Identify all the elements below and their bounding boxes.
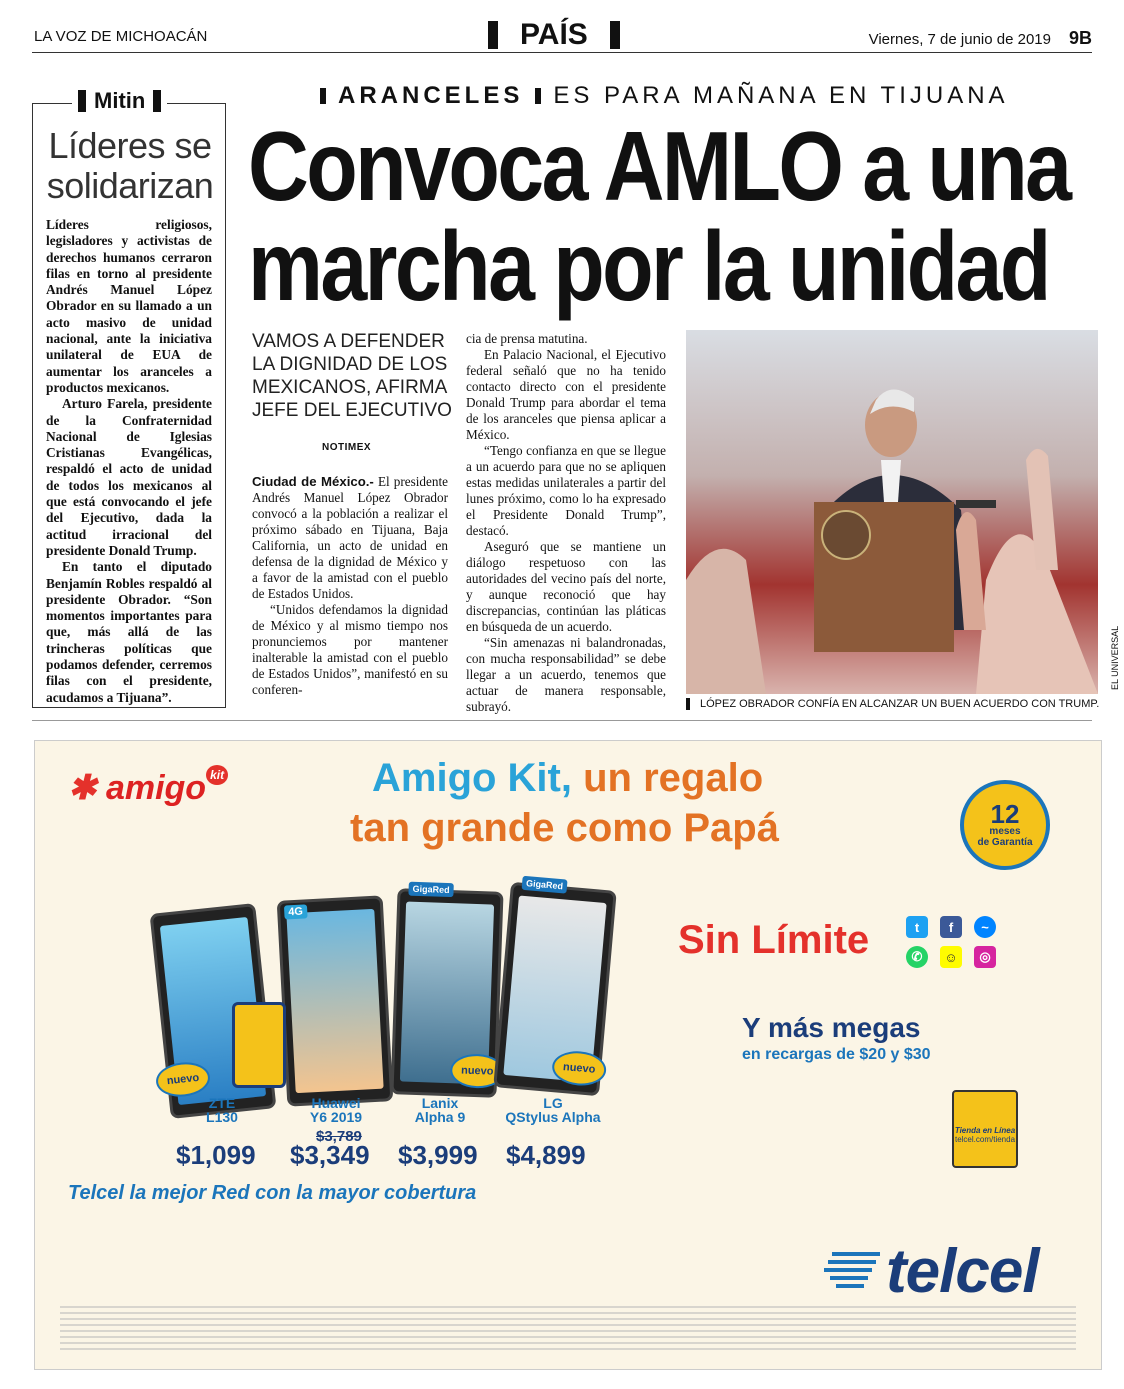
ad-title-line2: tan grande como Papá — [350, 806, 779, 850]
caption-bar — [686, 698, 690, 710]
article-photo — [686, 330, 1098, 694]
sidebar-body — [46, 217, 212, 706]
twitter-icon: t — [906, 916, 928, 938]
phone-lanix — [390, 883, 503, 1098]
headline-line: Convoca AMLO a una — [248, 111, 1070, 221]
section-title: PAÍS — [520, 18, 588, 51]
amigo-figure-icon: ✱ — [68, 769, 97, 807]
guarantee-seal — [960, 780, 1050, 870]
dateline: Ciudad de México.- — [252, 474, 374, 489]
phone-screen — [286, 909, 383, 1093]
phone-brand: ZTE — [208, 1095, 236, 1111]
caption-text: LÓPEZ OBRADOR CONFÍA EN ALCANZAR UN BUEN ACUERDO CON TRUMP. — [700, 698, 1100, 710]
newspaper-name: LA VOZ DE MICHOACÁN — [34, 28, 208, 45]
whatsapp-icon: ✆ — [906, 946, 928, 968]
instagram-icon: ◎ — [974, 946, 996, 968]
article-paragraph: “Tengo confianza en que se llegue a un acuerdo para que no se apliquen estas medidas unilaterales a partir del lunes próximo, como lo ha expresado el Presidente Donald Trump”, destacó. — [466, 443, 666, 538]
phone-huawei — [277, 895, 394, 1106]
ad-title-line1 — [372, 756, 763, 801]
telcel-logo-mark — [822, 1246, 886, 1296]
article-paragraph: “Sin amenazas ni balandronadas, con mucha responsabilidad” se debe llegar a un acuerdo, tenemos que actuar de manera responsable, subrayó. — [466, 635, 666, 714]
sin-limite-label: Sin Límite — [678, 918, 870, 962]
header-rule — [32, 52, 1092, 53]
amigo-logo-text: amigo — [105, 769, 207, 807]
article-paragraph: “Unidos defendamos la dignidad de México y al mismo tiempo nos pronunciemos por mantener inalterable la amistad con el pueblo de Estados Unidos”, manifestó en su conferen- — [252, 602, 448, 697]
phone-model-label — [296, 1096, 376, 1124]
phone-model-label — [498, 1096, 608, 1124]
mascot-phone — [232, 1002, 286, 1088]
kicker-bar — [320, 88, 326, 104]
section-header — [488, 18, 620, 52]
page-number: 9B — [1068, 28, 1092, 48]
phone-model-label — [192, 1096, 252, 1124]
article-column-1 — [252, 474, 448, 698]
tag-bar-right — [153, 90, 161, 112]
guarantee-number: 12 — [990, 799, 1020, 829]
phone-price: $3,999 — [398, 1140, 478, 1170]
facebook-icon: f — [940, 916, 962, 938]
phone-price: $1,099 — [176, 1140, 256, 1170]
podium-scene — [686, 330, 1098, 694]
sidebar-paragraph: Arturo Farela, presidente de la Confraternidad Nacional de Iglesias Cristianas Evangélicas, respaldó el acto de unidad de todos los mexicanos al que está convocando el jefe del Ejecutivo, dada la actitud irracional del presidente Donald Trump. — [46, 396, 212, 558]
ad-tagline: Telcel la mejor Red con la mayor cobertura — [68, 1182, 477, 1204]
article-paragraph: cia de prensa matutina. — [466, 331, 588, 346]
article-kicker — [320, 82, 1009, 110]
phone-model: Y6 2019 — [309, 1109, 363, 1125]
article-paragraph: Aseguró que se mantiene un diálogo respetuoso con las autoridades del vecino país del norte, y aunque reconoció que hay discrepancias, continúan las pláticas en búsqueda de un acuerdo. — [466, 539, 666, 634]
kicker-text: ES PARA MAÑANA EN TIJUANA — [553, 82, 1009, 109]
article-paragraph: En Palacio Nacional, el Ejecutivo federal señaló que no ha tenido contacto directo con el presidente Donald Trump para abordar el tema de los aranceles que piensa aplicar a México. — [466, 347, 666, 442]
telcel-logo: telcel — [886, 1237, 1039, 1306]
section-bar-left — [488, 21, 498, 49]
issue-date: Viernes, 7 de junio de 2019 — [868, 31, 1051, 48]
social-icons — [906, 916, 996, 968]
section-bar-right — [610, 21, 620, 49]
amigo-kit-badge: kit — [206, 765, 228, 785]
article-deck: VAMOS A DEFENDER LA DIGNIDAD DE LOS MEXICANOS, AFIRMA JEFE DEL EJECUTIVO — [252, 331, 452, 421]
sidebar-tag-label: Mitin — [94, 88, 146, 113]
sidebar-tag — [72, 88, 167, 114]
sidebar-paragraph: Líderes religiosos, legisladores y activistas de derechos humanos cerraron filas en torno al presidente Andrés Manuel López Obrador en su llamado a un acto masivo de unidad nacional, ante la iniciativa unilateral de EUA de aumentar los aranceles a productos mexicanos. — [46, 217, 212, 395]
article-paragraph — [252, 474, 448, 602]
phone-model: QStylus Alpha — [505, 1109, 601, 1125]
gigared-label: GigaRed — [408, 882, 453, 898]
snapchat-icon: ☺ — [940, 946, 962, 968]
fine-print — [60, 1306, 1076, 1354]
guarantee-text: de Garantía — [977, 837, 1033, 848]
phone-brand: Huawei — [311, 1095, 361, 1111]
old-price: $3,789 — [316, 1128, 362, 1145]
store-label: Tienda en Línea — [954, 1126, 1016, 1135]
phone-model: Alpha 9 — [414, 1109, 466, 1125]
online-store-bag — [952, 1090, 1018, 1168]
network-4g-label: 4G — [284, 904, 307, 919]
kicker-bar — [535, 88, 541, 104]
phone-price: $3,349 — [290, 1140, 370, 1170]
sidebar-paragraph: En tanto el diputado Benjamín Robles respaldó al presidente Obrador. “Son momentos importantes para que, más allá de las trincheras políticas que podamos defender, cerremos filas con el presidente, acudamos a Tijuana”. — [46, 559, 212, 705]
mas-megas-label: Y más megas — [742, 1012, 921, 1043]
headline — [248, 111, 1070, 321]
article-column-2 — [466, 331, 666, 715]
header-meta — [869, 28, 1092, 49]
ad-title-orange: un regalo — [583, 756, 764, 800]
sidebar-title: Líderes se solidarizan — [46, 125, 214, 206]
gigared-label: GigaRed — [522, 876, 568, 894]
nuevo-badge: nuevo — [154, 1060, 211, 1099]
ad-title-blue: Amigo Kit, — [372, 756, 572, 800]
phone-lg — [493, 878, 617, 1096]
nuevo-badge: nuevo — [551, 1049, 608, 1088]
phone-model-label — [400, 1096, 480, 1124]
paragraph-text: El presidente Andrés Manuel López Obrador convocó a la población a realizar el próximo sábado en Tijuana, Baja California, un acto de unidad en defensa de la dignidad de México y a favor de la amistad con el pueblo de Estados Unidos. — [252, 474, 448, 601]
tag-bar-left — [78, 90, 86, 112]
byline: NOTIMEX — [322, 442, 372, 453]
nuevo-badge: nuevo — [450, 1053, 505, 1089]
section-divider — [32, 720, 1092, 721]
kicker-topic: ARANCELES — [338, 82, 524, 109]
phone-brand: Lanix — [421, 1095, 459, 1111]
guarantee-unit: meses — [989, 826, 1021, 837]
store-url: telcel.com/tienda — [954, 1135, 1016, 1144]
headline-line: marcha por la unidad — [248, 211, 1049, 321]
recargas-label: en recargas de $20 y $30 — [742, 1046, 931, 1063]
phone-model: L130 — [206, 1109, 238, 1125]
phone-brand: LG — [543, 1095, 563, 1111]
photo-credit: EL UNIVERSAL — [1110, 625, 1120, 690]
phone-price: $4,899 — [506, 1140, 586, 1170]
messenger-icon: ~ — [974, 916, 996, 938]
photo-caption — [686, 698, 1099, 710]
amigo-logo — [68, 768, 228, 808]
